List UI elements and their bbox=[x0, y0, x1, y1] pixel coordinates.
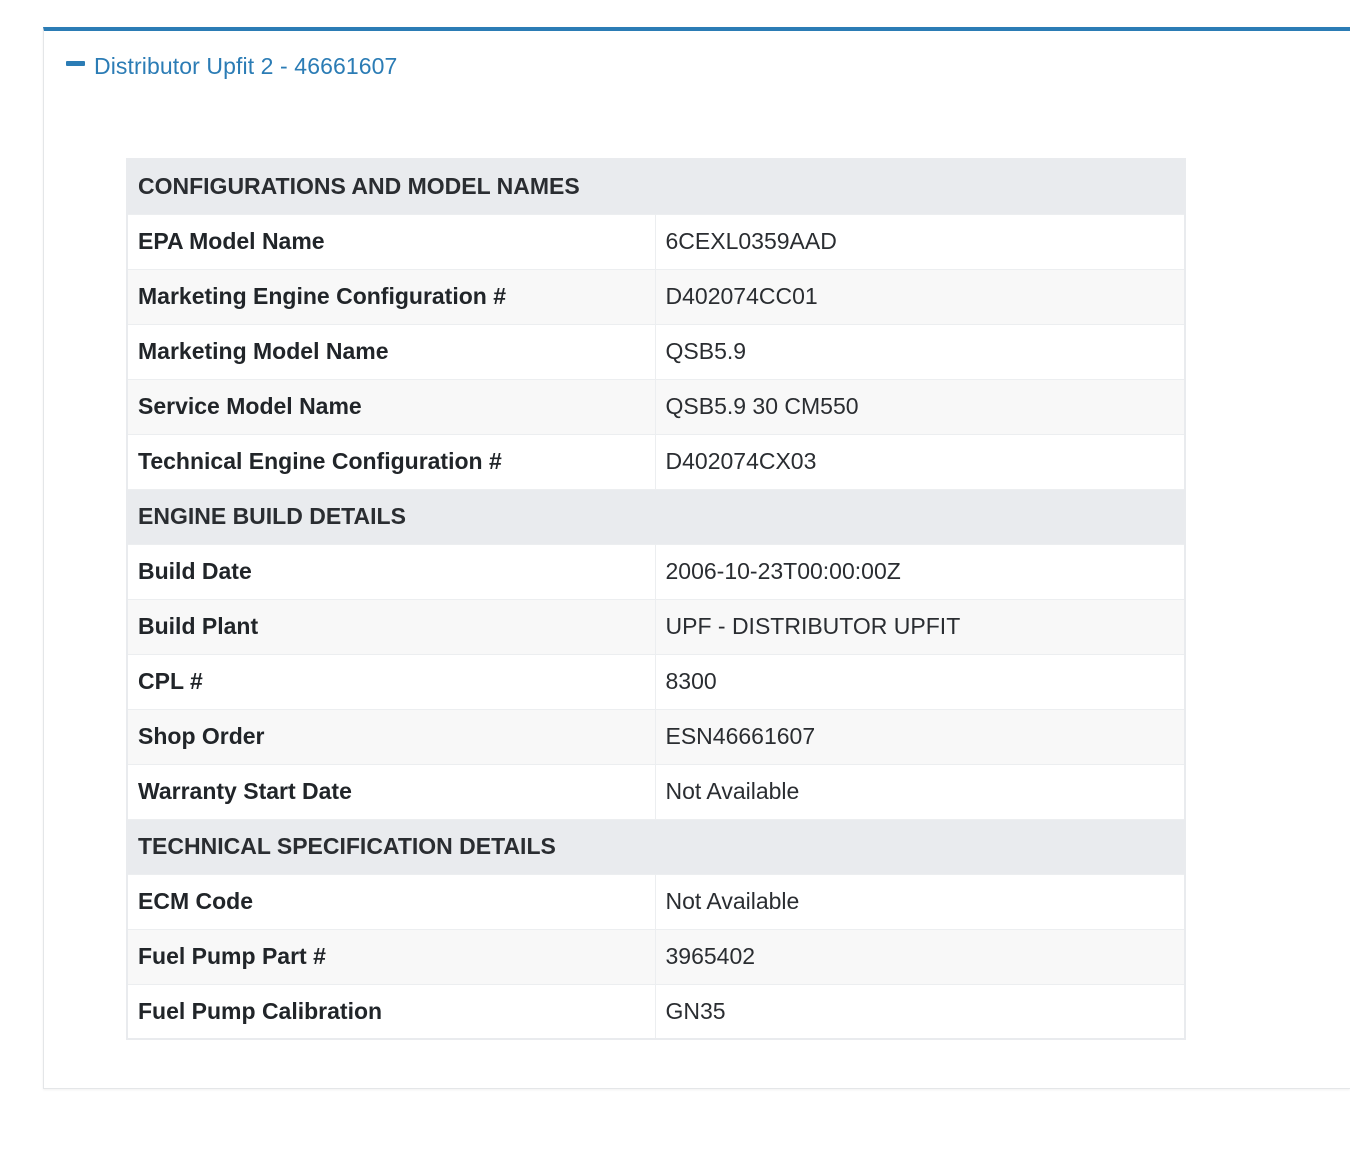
details-table bbox=[126, 158, 1186, 1040]
row-value: Not Available bbox=[655, 764, 1185, 819]
table-row bbox=[127, 544, 1185, 599]
table-row bbox=[127, 654, 1185, 709]
panel-title[interactable]: Distributor Upfit 2 - 46661607 bbox=[94, 53, 398, 79]
row-label: Warranty Start Date bbox=[127, 764, 655, 819]
row-label: Fuel Pump Calibration bbox=[127, 984, 655, 1039]
table-row bbox=[127, 379, 1185, 434]
row-label: Marketing Engine Configuration # bbox=[127, 269, 655, 324]
row-value: D402074CX03 bbox=[655, 434, 1185, 489]
row-label: Marketing Model Name bbox=[127, 324, 655, 379]
engine-panel bbox=[43, 27, 1350, 1089]
table-row bbox=[127, 269, 1185, 324]
row-label: Shop Order bbox=[127, 709, 655, 764]
table-row bbox=[127, 929, 1185, 984]
row-value: 6CEXL0359AAD bbox=[655, 214, 1185, 269]
panel-toggle[interactable] bbox=[66, 53, 397, 80]
table-row bbox=[127, 324, 1185, 379]
section-header-configurations bbox=[127, 159, 1185, 214]
table-row bbox=[127, 434, 1185, 489]
row-value: QSB5.9 bbox=[655, 324, 1185, 379]
row-label: EPA Model Name bbox=[127, 214, 655, 269]
row-value: D402074CC01 bbox=[655, 269, 1185, 324]
row-value: 8300 bbox=[655, 654, 1185, 709]
row-label: Fuel Pump Part # bbox=[127, 929, 655, 984]
section-heading: CONFIGURATIONS AND MODEL NAMES bbox=[127, 159, 1185, 214]
row-label: Build Date bbox=[127, 544, 655, 599]
row-value: 3965402 bbox=[655, 929, 1185, 984]
row-value: Not Available bbox=[655, 874, 1185, 929]
row-value: QSB5.9 30 CM550 bbox=[655, 379, 1185, 434]
section-heading: ENGINE BUILD DETAILS bbox=[127, 489, 1185, 544]
row-label: Technical Engine Configuration # bbox=[127, 434, 655, 489]
row-value: UPF - DISTRIBUTOR UPFIT bbox=[655, 599, 1185, 654]
table-row bbox=[127, 709, 1185, 764]
row-value: 2006-10-23T00:00:00Z bbox=[655, 544, 1185, 599]
table-row bbox=[127, 984, 1185, 1039]
section-header-engine-build bbox=[127, 489, 1185, 544]
table-row bbox=[127, 214, 1185, 269]
row-label: ECM Code bbox=[127, 874, 655, 929]
row-label: Build Plant bbox=[127, 599, 655, 654]
row-label: CPL # bbox=[127, 654, 655, 709]
table-row bbox=[127, 764, 1185, 819]
table-row bbox=[127, 599, 1185, 654]
section-header-technical-specification bbox=[127, 819, 1185, 874]
section-heading: TECHNICAL SPECIFICATION DETAILS bbox=[127, 819, 1185, 874]
row-value: ESN46661607 bbox=[655, 709, 1185, 764]
minus-icon[interactable] bbox=[66, 61, 85, 66]
row-value: GN35 bbox=[655, 984, 1185, 1039]
table-row bbox=[127, 874, 1185, 929]
row-label: Service Model Name bbox=[127, 379, 655, 434]
